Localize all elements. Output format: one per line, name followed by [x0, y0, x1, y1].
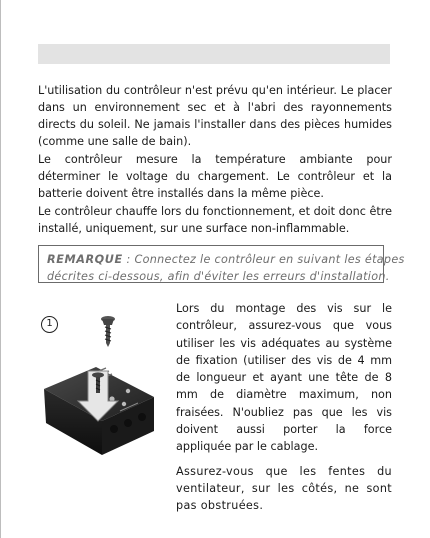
note-line-1	[47, 251, 405, 268]
controller-mounting-illustration	[32, 305, 172, 485]
step-1-text	[176, 300, 392, 515]
screw-icon	[101, 316, 115, 347]
intro-paragraph: Le contrôleur mesure la température ambiante pour déterminer le voltage du chargement. Le contrôleur et la batterie doivent être installés dans la même pièce.	[38, 153, 392, 200]
step-paragraph: Assurez-vous que les fentes du ventilateur, sur les côtés, ne sont pas obstruées.	[176, 464, 392, 513]
step-number-badge: 1	[41, 316, 58, 333]
step-paragraph: Lors du montage des vis sur le contrôleur, assurez-vous que vous utiliser les vis adéquates au système de fixation (utiliser des vis de 4 mm de longueur et ayant une tête de 8 mm de diamètre maximum, non fraisées. N'oubliez pas que les vis doivent aussi porter la force appliquée par le cablage.	[176, 302, 392, 454]
note-box	[38, 245, 405, 283]
page-edge	[0, 0, 1, 538]
intro-text	[38, 82, 392, 238]
note-label: REMARQUE	[47, 253, 123, 266]
section-header-bar	[38, 44, 390, 64]
note-line-2: décrites ci-dessous, afin d'éviter les erreurs d'installation.	[47, 270, 390, 283]
intro-paragraph: Le contrôleur chauffe lors du fonctionnement, et doit donc être installé, uniquement, sur une surface non-inflammable.	[38, 205, 392, 235]
note-text-1: : Connectez le contrôleur en suivant les étapes	[122, 253, 405, 266]
intro-paragraph: L'utilisation du contrôleur n'est prévu qu'en intérieur. Le placer dans un environnement sec et à l'abri des rayonnements directs du soleil. Ne jamais l'installer dans des pièces humides (comme une salle de bain).	[38, 84, 392, 148]
